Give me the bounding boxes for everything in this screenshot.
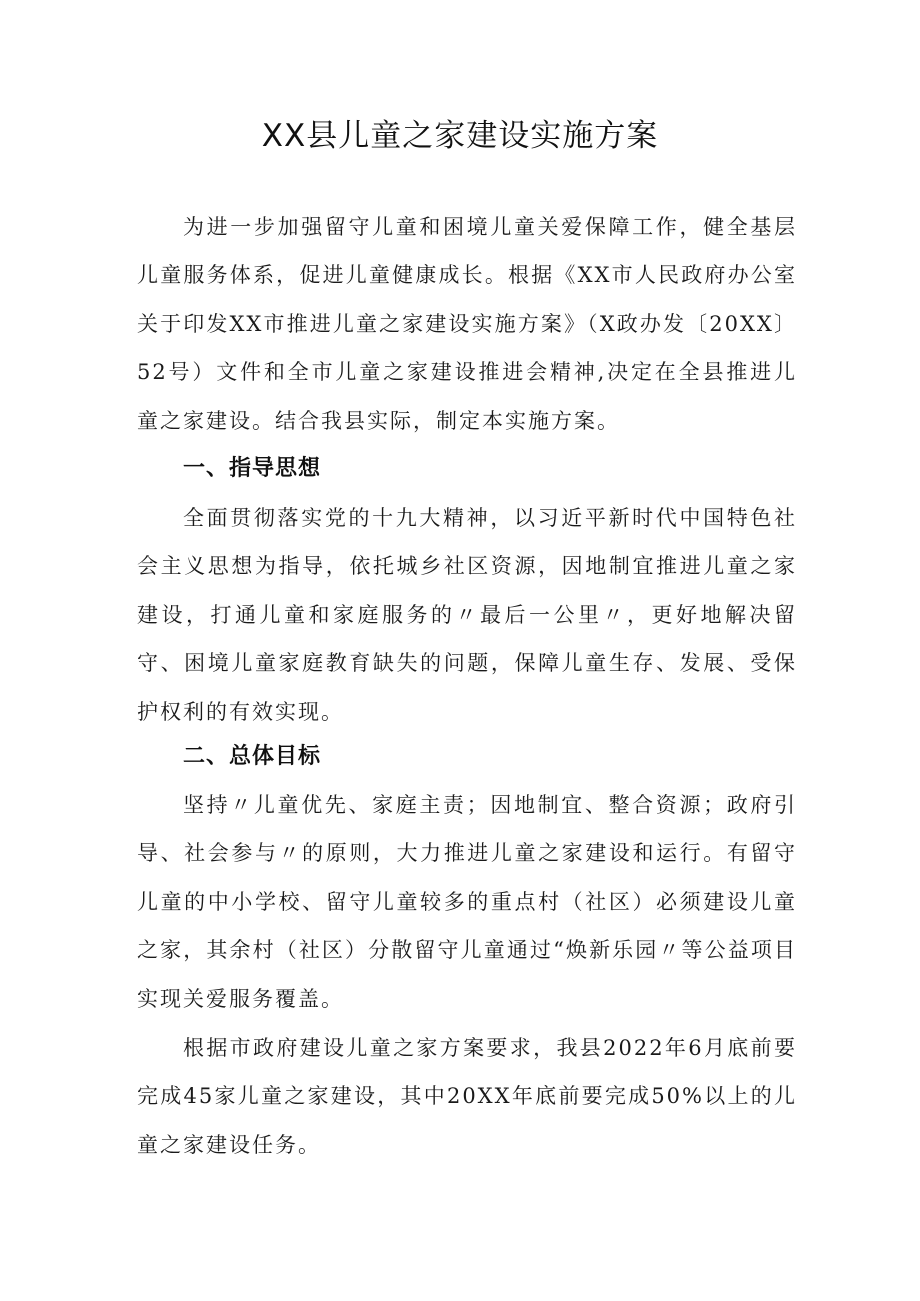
construction-target-paragraph: 根据市政府建设儿童之家方案要求，我县2022年6月底前要完成45家儿童之家建设，其中20XX年底前要完成50%以上的儿童之家建设任务。 [137, 1036, 797, 1157]
section-heading-overall-goal: 二、总体目标 [183, 744, 322, 769]
document-title: XX县儿童之家建设实施方案 [261, 118, 659, 154]
overall-goal-paragraph: 坚持〃儿童优先、家庭主责；因地制宜、整合资源；政府引导、社会参与〃的原则，大力推进儿童之家建设和运行。有留守儿童的中小学校、留守儿童较多的重点村（社区）必须建设儿童之家，其余村（社区）分散留守儿童通过“焕新乐园〃等公益项目实现关爱服务覆盖。 [137, 793, 797, 1011]
section-heading-guiding-ideology: 一、指导思想 [183, 456, 322, 481]
guiding-ideology-paragraph: 全面贯彻落实党的十九大精神，以习近平新时代中国特色社会主义思想为指导，依托城乡社区资源，因地制宜推进儿童之家建设，打通儿童和家庭服务的〃最后一公里〃，更好地解决留守、困境儿童家庭教育缺失的问题，保障儿童生存、发展、受保护权利的有效实现。 [137, 506, 797, 724]
intro-paragraph: 为进一步加强留守儿童和困境儿童关爱保障工作，健全基层儿童服务体系，促进儿童健康成长。根据《XX市人民政府办公室关于印发XX市推进儿童之家建设实施方案》（X政办发〔20XX〕52号）文件和全市儿童之家建设推进会精神,决定在全县推进儿童之家建设。结合我县实际，制定本实施方案。 [137, 215, 797, 433]
